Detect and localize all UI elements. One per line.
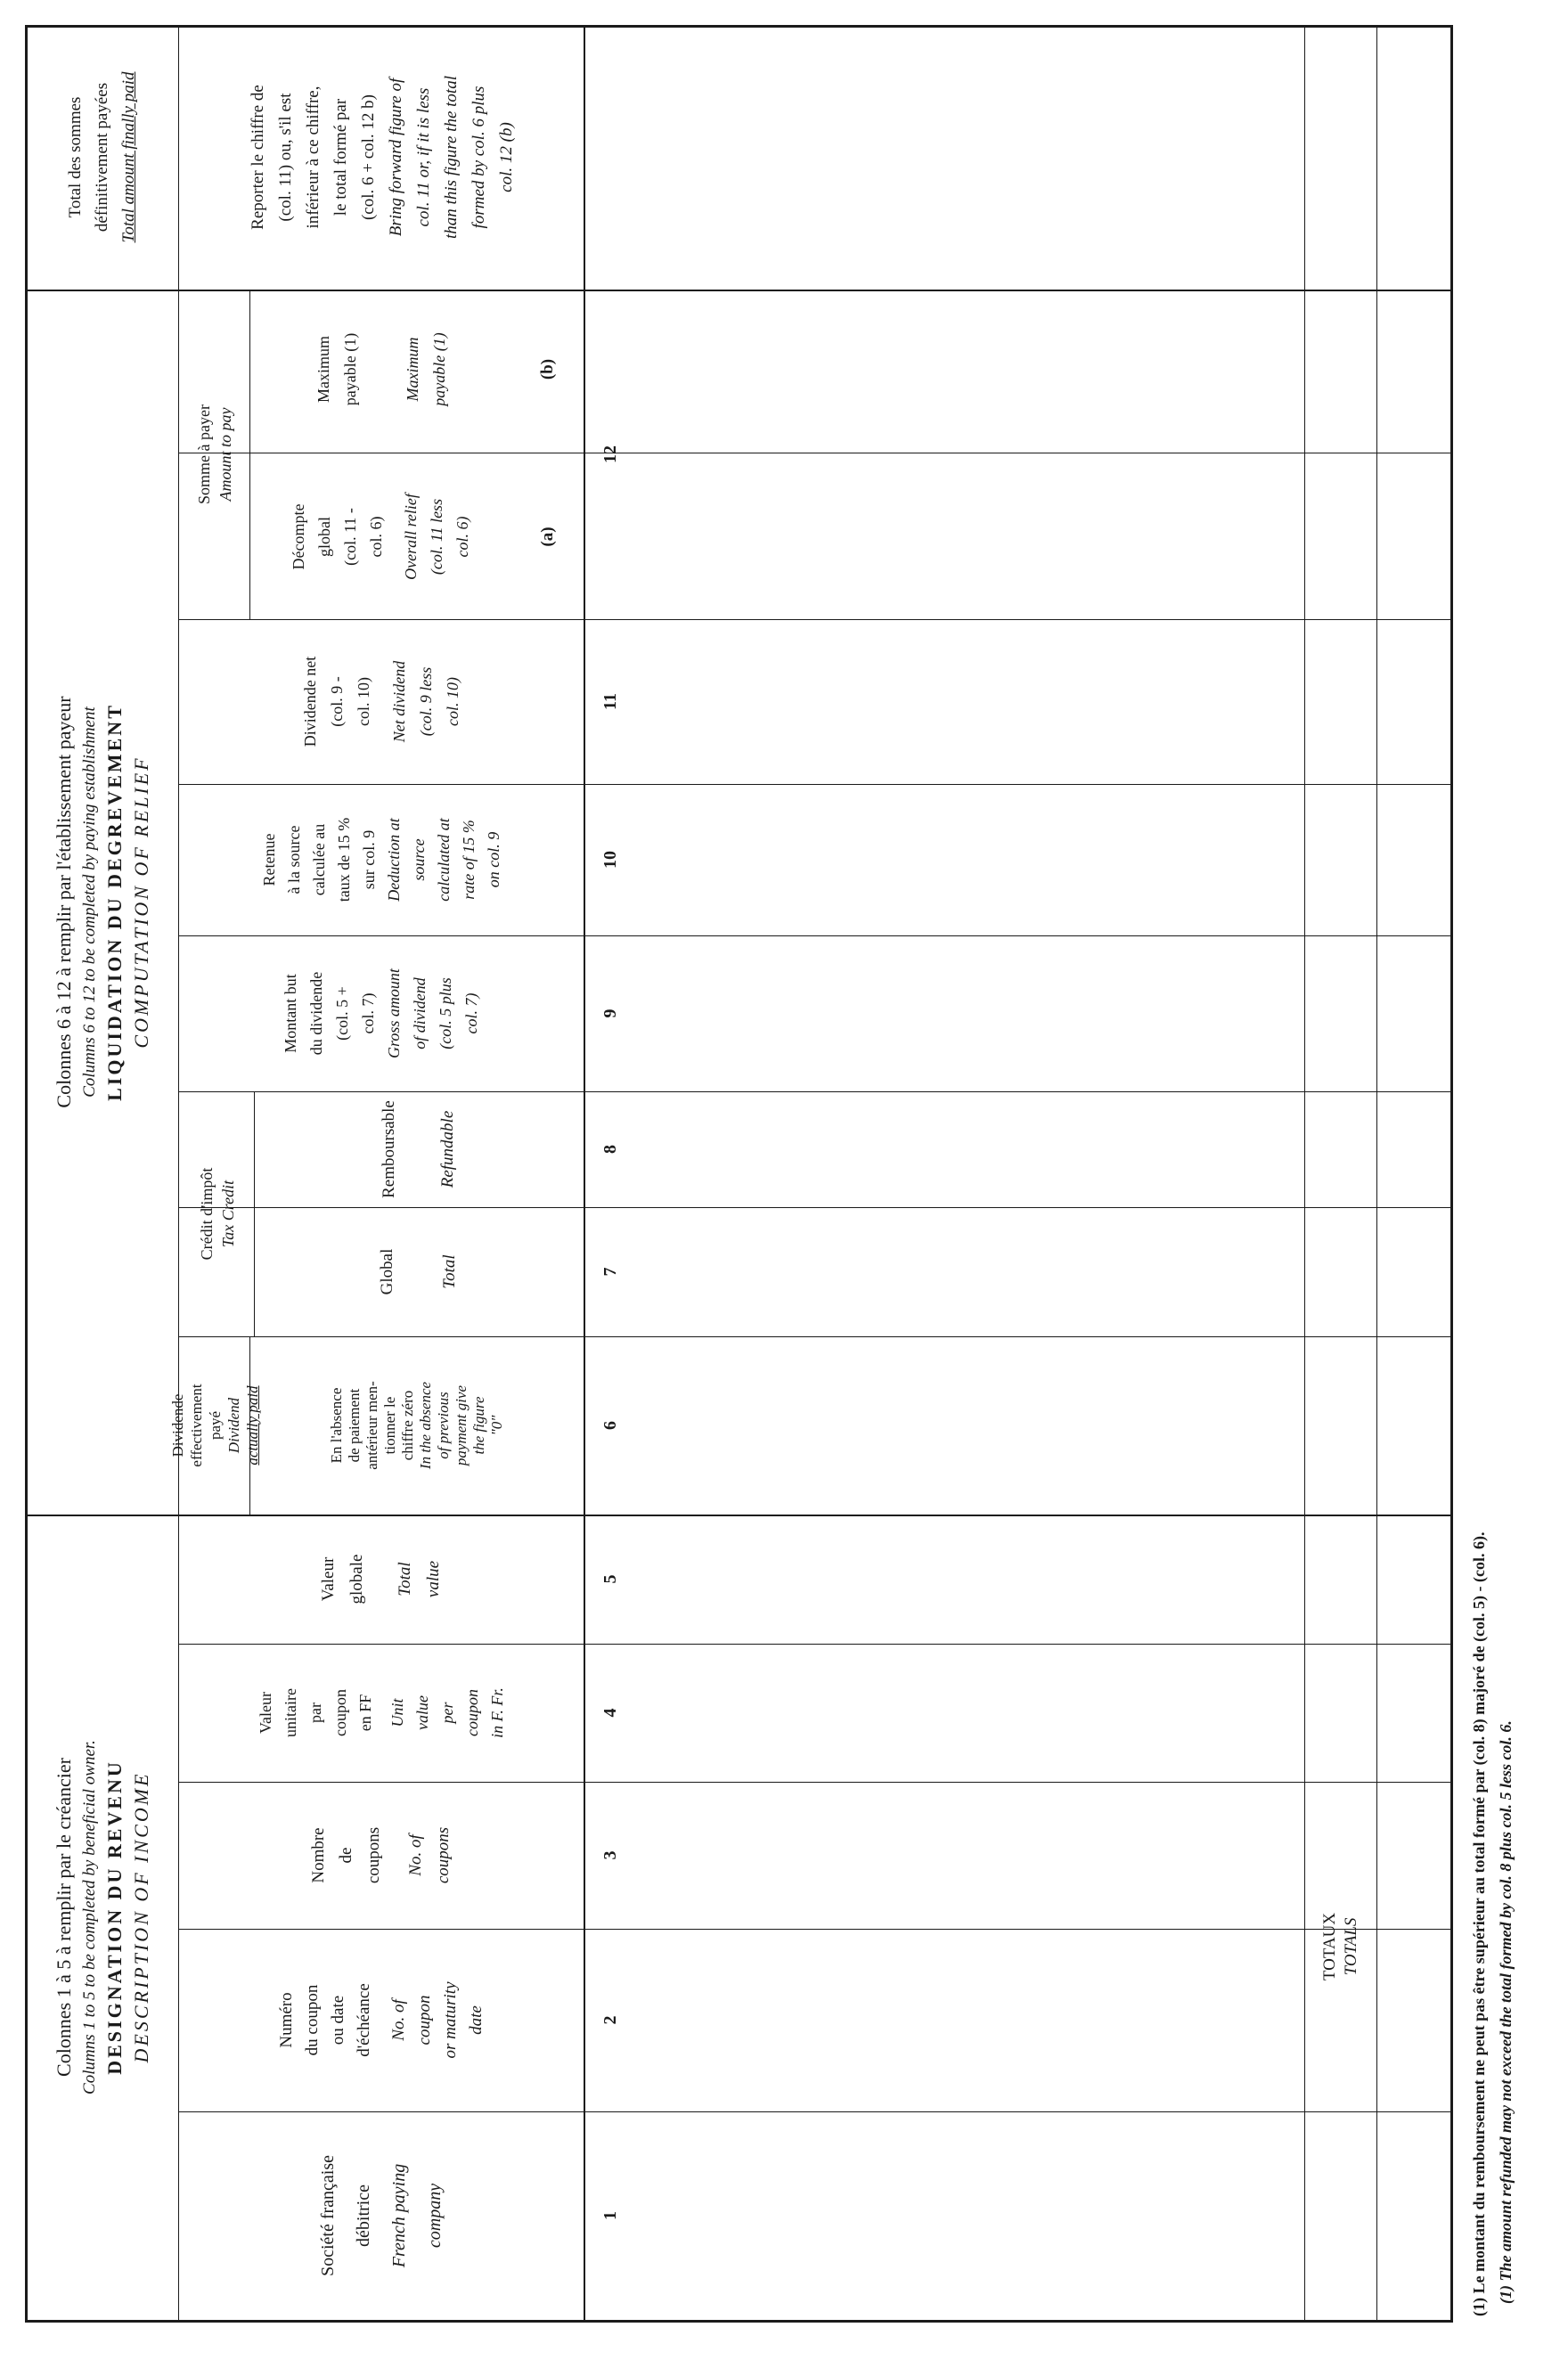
col5-en-0: Total xyxy=(395,1562,414,1596)
col12a-head xyxy=(249,454,512,619)
col-number-8: 8 xyxy=(600,1145,620,1154)
footnote-en: (1) The amount refunded may not exceed the total formed by col. 8 plus col. 5 less col. 6. xyxy=(1497,1720,1515,2304)
col12b-letter: (b) xyxy=(538,358,557,380)
col2-en-3: date xyxy=(466,2005,486,2035)
col12a-en-1: (col. 11 less xyxy=(428,498,445,576)
col9-fr-0: Montant but xyxy=(281,974,299,1053)
col6-head-fr-1: effectivement xyxy=(187,1384,205,1467)
col6-en-0: In the absence xyxy=(416,1381,434,1470)
col6-body xyxy=(249,1336,584,1515)
col13-en-0: Bring forward figure of xyxy=(386,78,405,237)
col13-en-1: col. 11 or, if it is less xyxy=(413,87,433,227)
col10-head xyxy=(178,784,584,935)
col12a-fr-3: col. 6) xyxy=(367,516,385,558)
col10-fr-4: sur col. 9 xyxy=(359,829,378,890)
col6-head-en-1: actually paid xyxy=(243,1385,261,1466)
col2-en-1: coupon xyxy=(414,1995,434,2045)
col8-head xyxy=(254,1091,584,1207)
col4-fr-2: par xyxy=(306,1703,324,1723)
col4-en-1: value xyxy=(412,1695,431,1730)
col13-head-fr-0: Total des sommes xyxy=(66,96,85,218)
col11-fr-0: Dividende net xyxy=(300,656,319,747)
col-number-12: 12 xyxy=(600,445,620,463)
group-a-header xyxy=(27,1515,178,2320)
col9-en-2: (col. 5 plus xyxy=(436,977,454,1049)
footnote xyxy=(1461,1069,1523,2316)
col5-head xyxy=(178,1515,584,1644)
col12b-head xyxy=(249,286,512,453)
group-a-title-en: DESCRIPTION OF INCOME xyxy=(129,1771,152,2063)
col10-en-3: rate of 15 % xyxy=(459,820,478,900)
group-a-title-fr: DESIGNATION DU REVENU xyxy=(102,1760,126,2075)
col3-en-1: coupons xyxy=(434,1826,453,1884)
group-a-line-fr: Colonnes 1 à 5 à remplir par le créancier xyxy=(52,1758,75,2077)
group-b-line-fr: Colonnes 6 à 12 à remplir par l'établissement payeur xyxy=(52,696,75,1108)
col2-fr-0: Numéro xyxy=(276,1992,296,2048)
col12a-fr-0: Décompte xyxy=(290,503,307,570)
group-b-title-en: COMPUTATION OF RELIEF xyxy=(129,755,152,1049)
col6-en-4: "0" xyxy=(487,1415,505,1436)
col2-fr-2: ou date xyxy=(328,1995,347,2045)
col2-en-0: No. of xyxy=(388,1999,408,2041)
group-b-line-en: Columns 6 to 12 to be completed by paying establishment xyxy=(79,706,99,1098)
col2-fr-3: d'échéance xyxy=(354,1983,373,2057)
col13-head xyxy=(27,25,178,290)
col3-en-0: No. of xyxy=(406,1834,425,1876)
col6-head-fr-0: Dividende xyxy=(168,1393,186,1458)
col13-en-4: col. 12 (b) xyxy=(496,122,516,192)
col9-en-1: of dividend xyxy=(410,977,429,1049)
col5-en-1: value xyxy=(423,1560,443,1598)
col13-head-en: Total amount finally paid xyxy=(119,71,138,243)
col-number-5: 5 xyxy=(600,1574,620,1584)
col6-fr-2: antérieur men- xyxy=(363,1381,380,1470)
tax-credit-fr: Crédit d'impôt xyxy=(197,1167,216,1261)
col1-en-0: French paying xyxy=(388,2163,409,2268)
group-b-header xyxy=(27,290,178,1515)
col6-fr-0: En l'absence xyxy=(327,1387,345,1464)
col13-fr-1: (col. 11) ou, s'il est xyxy=(275,93,295,222)
col1-head xyxy=(178,2111,584,2320)
col10-fr-1: à la source xyxy=(284,825,303,894)
col3-head xyxy=(178,1782,584,1929)
col-number-3: 3 xyxy=(600,1850,620,1860)
col5-fr-0: Valeur xyxy=(318,1556,338,1602)
col4-fr-0: Valeur xyxy=(256,1692,274,1734)
col10-fr-2: calculée au xyxy=(309,823,328,896)
col11-fr-1: (col. 9 - xyxy=(327,676,346,727)
col7-en-0: Total xyxy=(440,1254,459,1289)
col13-en-2: than this figure the total xyxy=(441,76,461,239)
col-number-9: 9 xyxy=(600,1008,620,1018)
col9-fr-1: du dividende xyxy=(306,971,325,1056)
col12b-en-0: Maximum xyxy=(403,337,421,402)
col13-head-fr-1: définitivement payées xyxy=(93,82,111,233)
col9-head xyxy=(178,935,584,1091)
col11-en-0: Net dividend xyxy=(389,660,408,743)
col4-en-0: Unit xyxy=(388,1698,406,1727)
group-b-title-fr: LIQUIDATION DU DEGREVEMENT xyxy=(102,703,126,1101)
col12a-fr-2: (col. 11 - xyxy=(341,508,359,566)
amount-to-pay-en: Amount to pay xyxy=(216,407,234,502)
col12a-en-2: col. 6) xyxy=(453,516,471,558)
col9-fr-2: (col. 5 + xyxy=(332,986,351,1041)
col-number-1: 1 xyxy=(600,2211,620,2220)
col12a-en-0: Overall relief xyxy=(402,494,420,580)
col6-head-fr-2: payé xyxy=(206,1410,224,1441)
col11-en-1: (col. 9 less xyxy=(416,666,435,737)
col-number-6: 6 xyxy=(600,1421,620,1430)
col13-fr-3: le total formé par xyxy=(331,98,350,216)
col11-head xyxy=(178,619,584,784)
col13-en-3: formed by col. 6 plus xyxy=(469,86,488,229)
totals-label xyxy=(1304,1782,1376,2111)
col6-head xyxy=(168,1336,261,1515)
col2-en-2: or maturity xyxy=(440,1981,460,2059)
totals-en: TOTALS xyxy=(1341,1917,1360,1976)
col10-en-1: source xyxy=(409,838,428,881)
frame-bottom xyxy=(25,2320,1452,2323)
tax-credit-en: Tax Credit xyxy=(218,1180,237,1248)
line-v-numbers xyxy=(1376,25,1377,2323)
col11-fr-2: col. 10) xyxy=(354,677,372,726)
col-number-4: 4 xyxy=(600,1708,620,1718)
col1-en-1: company xyxy=(424,2183,445,2249)
col13-fr-4: (col. 6 + col. 12 b) xyxy=(358,94,378,221)
col7-fr-0: Global xyxy=(378,1248,396,1295)
col2-fr-1: du coupon xyxy=(302,1984,322,2056)
group-a-line-en: Columns 1 to 5 to be completed by beneficial owner. xyxy=(79,1740,99,2094)
col6-fr-3: tionner le xyxy=(380,1396,398,1455)
col3-fr-2: coupons xyxy=(364,1826,383,1884)
col-number-11: 11 xyxy=(600,693,620,710)
frame-right xyxy=(1450,25,1453,2323)
col4-fr-3: coupon xyxy=(331,1689,349,1736)
col6-en-1: of previous xyxy=(434,1392,452,1459)
col5-fr-1: globale xyxy=(347,1554,366,1605)
col3-fr-1: de xyxy=(337,1847,355,1864)
col9-fr-3: col. 7) xyxy=(358,992,377,1034)
col10-fr-3: taux de 15 % xyxy=(334,817,353,902)
col12b-fr-1: payable (1) xyxy=(340,332,359,406)
col4-en-4: in F. Fr. xyxy=(487,1687,506,1738)
col-number-7: 7 xyxy=(600,1267,620,1277)
col4-head xyxy=(178,1644,584,1782)
col12b-en-1: payable (1) xyxy=(429,332,448,406)
col1-fr-1: débitrice xyxy=(353,2184,373,2247)
col13-body xyxy=(180,25,584,290)
col4-en-3: coupon xyxy=(462,1689,481,1736)
col6-en-2: payment give xyxy=(452,1384,470,1466)
col12a-letter: (a) xyxy=(538,527,557,547)
col10-fr-0: Retenue xyxy=(259,833,278,886)
col6-fr-4: chiffre zéro xyxy=(398,1390,416,1461)
col12a-fr-1: global xyxy=(315,517,333,557)
col4-fr-4: en FF xyxy=(355,1694,374,1732)
col-number-2: 2 xyxy=(600,2015,620,2025)
col6-head-en-0: Dividend xyxy=(225,1397,242,1454)
col10-en-4: on col. 9 xyxy=(484,831,502,888)
col11-en-2: col. 10) xyxy=(443,677,461,726)
col6-en-3: the figure xyxy=(470,1396,487,1455)
footnote-fr: (1) Le montant du remboursement ne peut pas être supérieur au total formé par (col. 8) majoré de (col. 5) - (col. 6). xyxy=(1470,1531,1488,2316)
totals-fr: TOTAUX xyxy=(1319,1912,1339,1981)
col7-head xyxy=(254,1207,584,1336)
col10-en-2: calculated at xyxy=(434,818,453,902)
col1-fr-0: Société française xyxy=(317,2154,338,2277)
col9-en-0: Gross amount xyxy=(384,968,403,1058)
amount-to-pay-header xyxy=(180,290,249,619)
col8-fr-0: Remboursable xyxy=(380,1100,398,1198)
col4-fr-1: unitaire xyxy=(281,1688,299,1737)
col2-head xyxy=(178,1929,584,2111)
col10-en-0: Deduction at xyxy=(384,818,403,902)
col13-fr-0: Reporter le chiffre de xyxy=(248,85,267,230)
col3-fr-0: Nombre xyxy=(309,1827,328,1883)
col8-en-0: Refundable xyxy=(438,1110,457,1188)
amount-to-pay-fr: Somme à payer xyxy=(195,404,213,504)
col-number-10: 10 xyxy=(600,851,620,869)
col12b-fr-0: Maximum xyxy=(314,336,332,403)
col9-en-3: col. 7) xyxy=(461,992,480,1034)
col13-fr-2: inférieur à ce chiffre, xyxy=(303,86,323,229)
col4-en-2: per xyxy=(437,1702,456,1724)
tax-credit-header xyxy=(180,1091,254,1336)
col6-fr-1: de paiement xyxy=(345,1388,363,1463)
